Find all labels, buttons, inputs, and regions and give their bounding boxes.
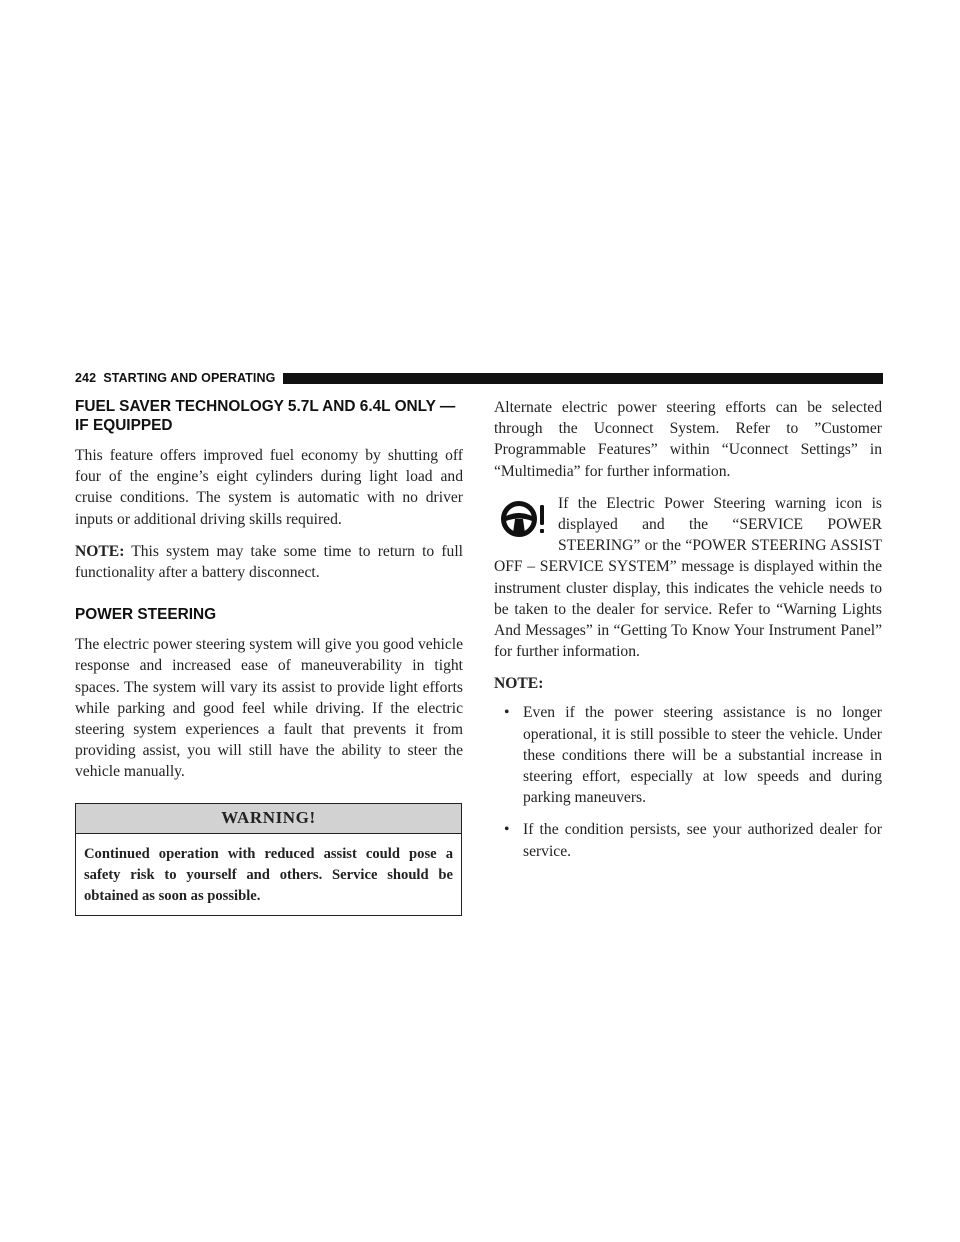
section-title: STARTING AND OPERATING [103, 371, 276, 385]
page-number: 242 [75, 371, 97, 385]
bullet-icon: • [504, 704, 510, 722]
warning-text: Continued operation with reduced assist could pose a safety risk to yourself and others. Service should be obtained as soon as possible. [84, 845, 453, 904]
note-label: NOTE: [75, 542, 125, 560]
warning-icon-text: If the Electric Power Steering warning icon is displayed and the “SERVICE POWER STEERING” or the “POWER STEERING ASSIST OFF – SERVICE SYSTEM” message is displayed within the instrument cluster display, this indicates the vehicle needs to be taken to the dealer for service. Refer to “Warning Lights And Messages” in “Getting To Know Your Instrument Panel” for further information. [494, 494, 882, 661]
page-header [75, 370, 883, 386]
fuel-saver-paragraph: This feature offers improved fuel economy by shutting off four of the engine’s eight cylinders during light load and cruise conditions. The system is automatic with no driver inputs or additional driving skills required. [75, 447, 463, 528]
list-item-text: If the condition persists, see your authorized dealer for service. [523, 821, 882, 860]
bullet-icon: • [504, 821, 510, 839]
warning-icon-paragraph [494, 493, 882, 663]
warning-title: WARNING! [76, 804, 461, 834]
steering-wheel-exclamation-icon [500, 499, 546, 539]
power-steering-heading: POWER STEERING [75, 606, 217, 624]
note-list [494, 702, 882, 861]
note-text: This system may take some time to return to full functionality after a battery disconnect. [75, 542, 463, 582]
header-label [75, 371, 275, 385]
note-heading: NOTE: [494, 675, 544, 693]
power-steering-paragraph: The electric power steering system will give you good vehicle response and increased ease of maneuverability in tight spaces. The system will vary its assist to provide light efforts while parking and good feel while driving. If the electric steering system experiences a fault that prevents it from providing assist, you will still have the ability to steer the vehicle manually. [75, 636, 463, 781]
list-item [494, 819, 882, 861]
alternate-efforts-paragraph: Alternate electric power steering efforts can be selected through the Uconnect System. Refer to ”Customer Programmable Features” within “Uconnect Settings” in “Multimedia” for further information. [494, 399, 882, 480]
header-rule [283, 373, 883, 384]
list-item-text: Even if the power steering assistance is no longer operational, it is still possible to steer the vehicle. Under these conditions there will be a substantial increase in steering effort, especially at low speeds and during parking maneuvers. [523, 704, 882, 807]
right-column [494, 397, 882, 873]
fuel-saver-heading: FUEL SAVER TECHNOLOGY 5.7L AND 6.4L ONLY — IF EQUIPPED [75, 398, 456, 434]
warning-box [75, 803, 462, 916]
list-item [494, 702, 882, 808]
fuel-saver-note [75, 541, 463, 583]
left-column [75, 397, 463, 916]
